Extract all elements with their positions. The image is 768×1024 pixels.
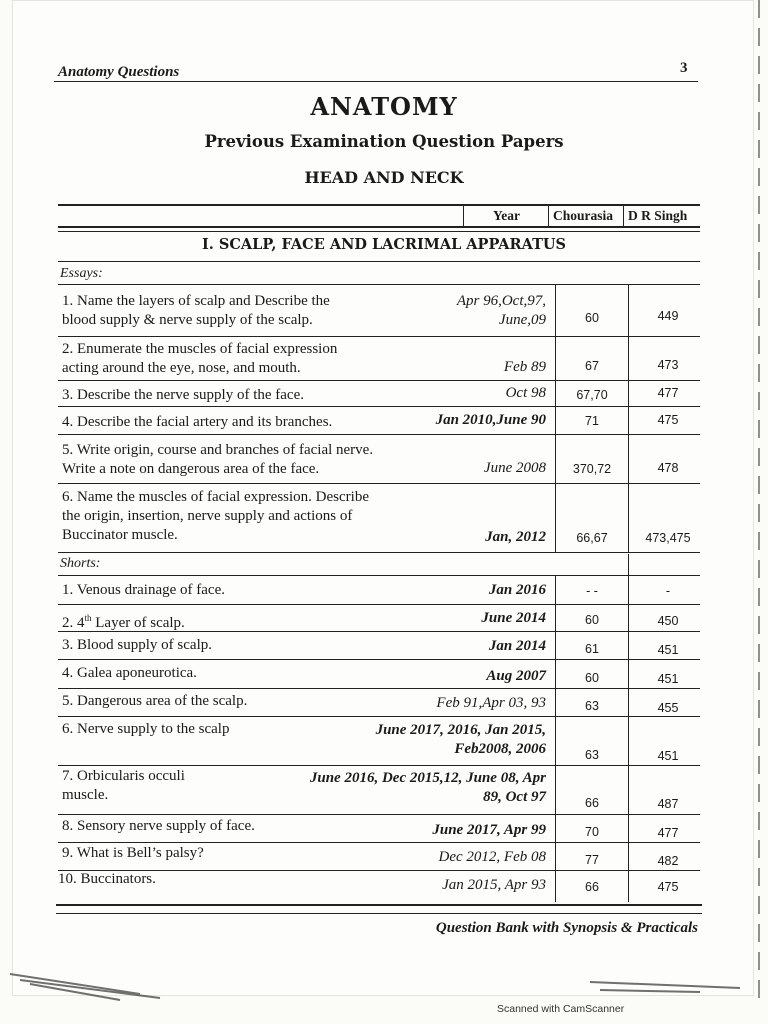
- header-divider-chourasia: [548, 204, 549, 227]
- topic-title: I. SCALP, FACE AND LACRIMAL APPARATUS: [202, 236, 566, 253]
- essay-question-4: [62, 413, 332, 432]
- row-rule: [58, 765, 700, 766]
- question-text: Orbicularis occuli muscle.: [62, 768, 185, 803]
- row-rule: [58, 659, 700, 660]
- topic-rule: [58, 261, 700, 262]
- question-text: Galea aponeurotica.: [77, 665, 197, 681]
- short-chourasia-6: 63: [585, 748, 599, 762]
- question-number: 3.: [62, 637, 74, 653]
- short-drsingh-9: 482: [657, 854, 679, 868]
- question-number: 1.: [62, 293, 74, 309]
- question-number: 5.: [62, 442, 74, 458]
- short-chourasia-9: 77: [585, 853, 599, 867]
- question-number: 2.: [62, 341, 74, 357]
- short-drsingh-3: 451: [657, 643, 679, 657]
- header-divider-year: [463, 204, 464, 227]
- essay-chourasia-6: 66,67: [576, 531, 608, 545]
- short-drsingh-4: 451: [657, 672, 679, 686]
- row-rule: [58, 380, 700, 381]
- short-drsingh-6: 451: [657, 749, 679, 763]
- essay-year-4: Jan 2010,June 90: [435, 412, 546, 428]
- table-bottom-rule: [56, 904, 702, 906]
- short-question-4: [62, 664, 197, 683]
- running-title: Anatomy Questions: [58, 64, 180, 80]
- table-bottom-rule-2: [56, 913, 702, 914]
- essays-label: Essays:: [60, 266, 103, 281]
- question-text: Blood supply of scalp.: [77, 637, 212, 653]
- essays-rule: [58, 284, 700, 285]
- row-rule: [58, 604, 700, 605]
- grid-col-drsingh-shorts: [628, 554, 629, 902]
- essay-question-5: [62, 441, 373, 479]
- document-title: ANATOMY: [310, 92, 458, 121]
- short-year-4: Aug 2007: [486, 668, 546, 684]
- question-number: 3.: [62, 387, 74, 403]
- row-rule: [58, 434, 700, 435]
- short-drsingh-7: 487: [657, 797, 679, 811]
- question-text: Enumerate the muscles of facial expression acting around the eye, nose, and mouth.: [62, 341, 338, 376]
- short-year-1: Jan 2016: [488, 582, 546, 598]
- scan-streaks: [0, 968, 768, 1002]
- row-rule: [58, 336, 700, 337]
- table-header-rule-2: [58, 231, 700, 232]
- short-chourasia-4: 60: [585, 671, 599, 685]
- row-rule: [58, 406, 700, 407]
- scanner-watermark: Scanned with CamScanner: [497, 1003, 625, 1015]
- shorts-top-rule: [58, 552, 700, 553]
- essay-drsingh-5: 478: [657, 461, 679, 475]
- question-text: Name the muscles of facial expression. Describe the origin, insertion, nerve supply and actions of Buccinator muscle.: [62, 489, 369, 543]
- short-year-5: Feb 91,Apr 03, 93: [436, 695, 546, 711]
- essay-year-1: Apr 96,Oct,97, June,09: [456, 293, 546, 328]
- table-header-rule: [58, 226, 700, 228]
- row-rule: [58, 631, 700, 632]
- essay-drsingh-6: 473,475: [645, 531, 691, 545]
- question-number: 2.: [62, 615, 74, 631]
- short-question-2: [62, 609, 185, 633]
- ordinal-suffix: th: [84, 613, 92, 623]
- short-chourasia-2: 60: [585, 613, 599, 627]
- essay-drsingh-2: 473: [657, 358, 679, 372]
- short-year-10: Jan 2015, Apr 93: [442, 877, 546, 893]
- ordinal-number: 4: [77, 615, 85, 631]
- essay-question-6: [62, 488, 369, 545]
- question-number: 4.: [62, 414, 74, 430]
- short-question-3: [62, 636, 212, 655]
- essay-year-2: Feb 89: [503, 359, 546, 375]
- question-text: Describe the nerve supply of the face.: [77, 387, 304, 403]
- essay-drsingh-1: 449: [657, 309, 679, 323]
- short-question-10: [58, 870, 156, 889]
- shorts-rule: [58, 575, 700, 576]
- essay-year-6: Jan, 2012: [485, 529, 546, 545]
- essay-drsingh-4: 475: [657, 413, 679, 427]
- row-rule: [58, 483, 700, 484]
- question-text: Nerve supply to the scalp: [77, 721, 230, 737]
- question-text: Dangerous area of the scalp.: [77, 693, 248, 709]
- question-number: 6.: [62, 721, 74, 737]
- question-text: Venous drainage of face.: [76, 582, 225, 598]
- short-drsingh-5: 455: [657, 701, 679, 715]
- essay-question-3: [62, 386, 304, 405]
- short-year-3: Jan 2014: [488, 638, 546, 654]
- question-text: Sensory nerve supply of face.: [77, 818, 255, 834]
- short-drsingh-2: 450: [657, 614, 679, 628]
- header-divider-drsingh: [623, 204, 624, 227]
- short-chourasia-1: - -: [586, 584, 598, 598]
- table-top-rule: [58, 204, 700, 206]
- essay-chourasia-3: 67,70: [576, 388, 608, 402]
- question-text: What is Bell’s palsy?: [76, 845, 204, 861]
- question-text: Name the layers of scalp and Describe the blood supply & nerve supply of the scalp.: [62, 293, 330, 328]
- short-chourasia-5: 63: [585, 699, 599, 713]
- essay-chourasia-1: 60: [585, 311, 599, 325]
- column-header-drsingh: D R Singh: [628, 208, 688, 223]
- essay-chourasia-2: 67: [585, 359, 599, 373]
- column-header-year: Year: [493, 208, 520, 223]
- short-chourasia-3: 61: [585, 642, 599, 656]
- short-chourasia-7: 66: [585, 796, 599, 810]
- shorts-label: Shorts:: [60, 556, 101, 571]
- essay-chourasia-5: 370,72: [572, 462, 612, 476]
- row-rule: [58, 716, 700, 717]
- question-number: 8.: [62, 818, 74, 834]
- short-year-7: June 2016, Dec 2015,12, June 08, Apr 89, Oct 97: [309, 770, 546, 805]
- row-rule: [58, 688, 700, 689]
- short-chourasia-10: 66: [585, 880, 599, 894]
- question-text: Write origin, course and branches of facial nerve. Write a note on dangerous area of the face.: [62, 442, 374, 477]
- question-number: 6.: [62, 489, 74, 505]
- essay-chourasia-4: 71: [585, 414, 599, 428]
- short-year-9: Dec 2012, Feb 08: [438, 849, 546, 865]
- essay-year-3: Oct 98: [505, 385, 546, 401]
- short-question-8: [62, 817, 255, 836]
- short-question-5: [62, 692, 247, 711]
- essay-question-1: [62, 292, 330, 330]
- short-year-6: June 2017, 2016, Jan 2015, Feb2008, 2006: [375, 722, 546, 757]
- short-drsingh-10: 475: [657, 880, 679, 894]
- question-number: 4.: [62, 665, 74, 681]
- short-drsingh-8: 477: [657, 826, 679, 840]
- question-text: Layer of scalp.: [91, 615, 185, 631]
- section-heading: HEAD AND NECK: [304, 168, 464, 187]
- footer-title: Question Bank with Synopsis & Practicals: [435, 920, 698, 936]
- document-subtitle: Previous Examination Question Papers: [204, 132, 564, 151]
- short-question-1: [62, 581, 225, 600]
- question-number: 7.: [62, 768, 74, 784]
- row-rule: [58, 814, 700, 815]
- short-drsingh-1: -: [665, 584, 671, 598]
- header-rule: [54, 81, 698, 82]
- question-text: Buccinators.: [80, 871, 156, 887]
- essay-year-5: June 2008: [483, 460, 546, 476]
- short-question-6: [62, 720, 229, 739]
- question-number: 9.: [62, 845, 74, 861]
- short-chourasia-8: 70: [585, 825, 599, 839]
- row-rule: [58, 842, 700, 843]
- question-text: Describe the facial artery and its branches.: [77, 414, 333, 430]
- page-number: 3: [680, 60, 688, 76]
- column-header-chourasia: Chourasia: [553, 208, 614, 223]
- question-number: 5.: [62, 693, 74, 709]
- short-question-9: [62, 844, 204, 863]
- short-year-8: June 2017, Apr 99: [432, 822, 546, 838]
- short-question-7: [62, 767, 185, 805]
- short-year-2: June 2014: [481, 610, 546, 626]
- essay-drsingh-3: 477: [657, 386, 679, 400]
- question-number: 10.: [58, 871, 77, 887]
- essay-question-2: [62, 340, 337, 378]
- question-number: 1.: [62, 582, 74, 598]
- grid-col-drsingh: [628, 284, 629, 552]
